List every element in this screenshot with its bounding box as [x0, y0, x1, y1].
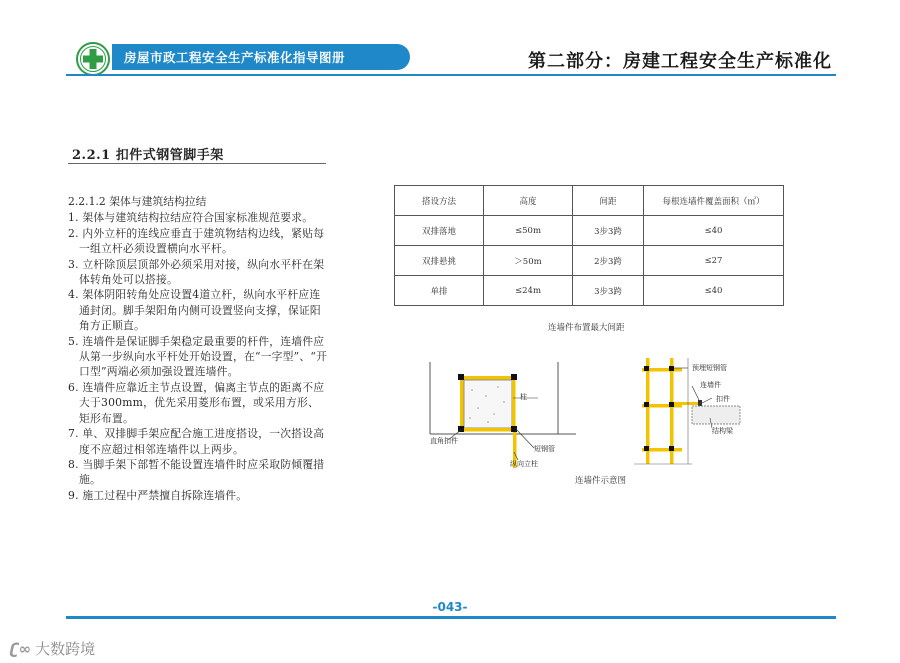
table-caption: 连墙件布置最大间距: [548, 323, 625, 333]
list-item: 4. 架体阴阳转角处应设置4道立杆，纵向水平杆应连通封闭。脚手架阳角内侧可设置竖向支撑，保证阳角方正顺直。: [68, 288, 321, 333]
table-cell: 3步3跨: [573, 276, 644, 306]
safety-cross-logo-icon: [76, 42, 110, 76]
list-item: 8. 当脚手架下部暂不能设置连墙件时应采取防倾覆措施。: [68, 457, 325, 487]
table-header-cell: 搭设方法: [395, 186, 484, 216]
table-header-cell: 间距: [573, 186, 644, 216]
table-header-row: [395, 186, 784, 216]
label-wall-tie: 连墙件: [700, 381, 721, 389]
footer-divider: [66, 616, 836, 619]
label-embedded-tube: 预埋短钢管: [692, 364, 727, 372]
label-short-tube: 短钢管: [534, 445, 555, 453]
table-cell: ≤27: [644, 246, 784, 276]
watermark-logo-icon: ʗ∞: [10, 640, 32, 658]
label-longitudinal-post: 纵向立柱: [510, 460, 538, 468]
table-cell: ＞50m: [484, 246, 573, 276]
body-text: [68, 194, 330, 503]
wall-tie-plan-diagram: [428, 356, 576, 468]
label-column: 柱: [520, 393, 527, 401]
watermark: [10, 638, 95, 659]
table-cell: 3步3跨: [573, 216, 644, 246]
table-cell: 双排悬挑: [395, 246, 484, 276]
page-number: -043-: [432, 600, 468, 614]
list-item: 5. 连墙件是保证脚手架稳定最重要的杆件，连墙件应从第一步纵向水平杆处开始设置，在“一字型”、“开口型”两端必须加强设置连墙件。: [68, 334, 328, 379]
table-row: [395, 216, 784, 246]
section-divider: [68, 163, 326, 164]
label-structural-beam: 结构梁: [712, 427, 733, 435]
wall-tie-spacing-table: [394, 185, 784, 306]
label-clamp: 扣件: [716, 395, 730, 403]
section-title: 2.2.1 扣件式钢管脚手架: [72, 148, 224, 163]
list-item: 7. 单、双排脚手架应配合施工进度搭设，一次搭设高度不应超过相邻连墙件以上两步。: [68, 427, 325, 456]
table-cell: ≤40: [644, 276, 784, 306]
table-header-cell: 高度: [484, 186, 573, 216]
table-cell: ≤50m: [484, 216, 573, 246]
diagram-caption: 连墙件示意图: [575, 476, 627, 486]
table-cell: 单排: [395, 276, 484, 306]
table-cell: ≤40: [644, 216, 784, 246]
label-corner-clamp: 直角扣件: [430, 437, 458, 445]
table-cell: 双排落地: [395, 216, 484, 246]
header-divider: [66, 74, 836, 76]
list-item: 9. 施工过程中严禁擅自拆除连墙件。: [68, 488, 248, 502]
table-row: [395, 246, 784, 276]
part-title: 第二部分：房建工程安全生产标准化: [528, 51, 832, 72]
list-item: 2. 内外立杆的连线应垂直于建筑物结构边线，紧贴每一组立杆必须设置横向水平杆。: [68, 226, 325, 256]
table-cell: ≤24m: [484, 276, 573, 306]
list-item: 6. 连墙件应靠近主节点设置，偏离主节点的距离不应大于300mm，优先采用菱形布置，或采用方形、矩形布置。: [68, 380, 325, 425]
wall-tie-section-diagram: [632, 356, 780, 468]
table-cell: 2步3跨: [573, 246, 644, 276]
table-row: [395, 276, 784, 306]
watermark-text: 大数跨境: [35, 640, 96, 658]
list-item: 3. 立杆除顶层顶部外必须采用对接，纵向水平杆在架体转角处可以搭接。: [68, 257, 325, 287]
subsection-title: 2.2.1.2 架体与建筑结构拉结: [68, 195, 207, 208]
header-title: 房屋市政工程安全生产标准化指导图册: [124, 50, 346, 65]
table-header-cell: 每根连墙件覆盖面积（㎡）: [644, 186, 784, 216]
list-item: 1. 架体与建筑结构拉结应符合国家标准规范要求。: [68, 211, 314, 225]
